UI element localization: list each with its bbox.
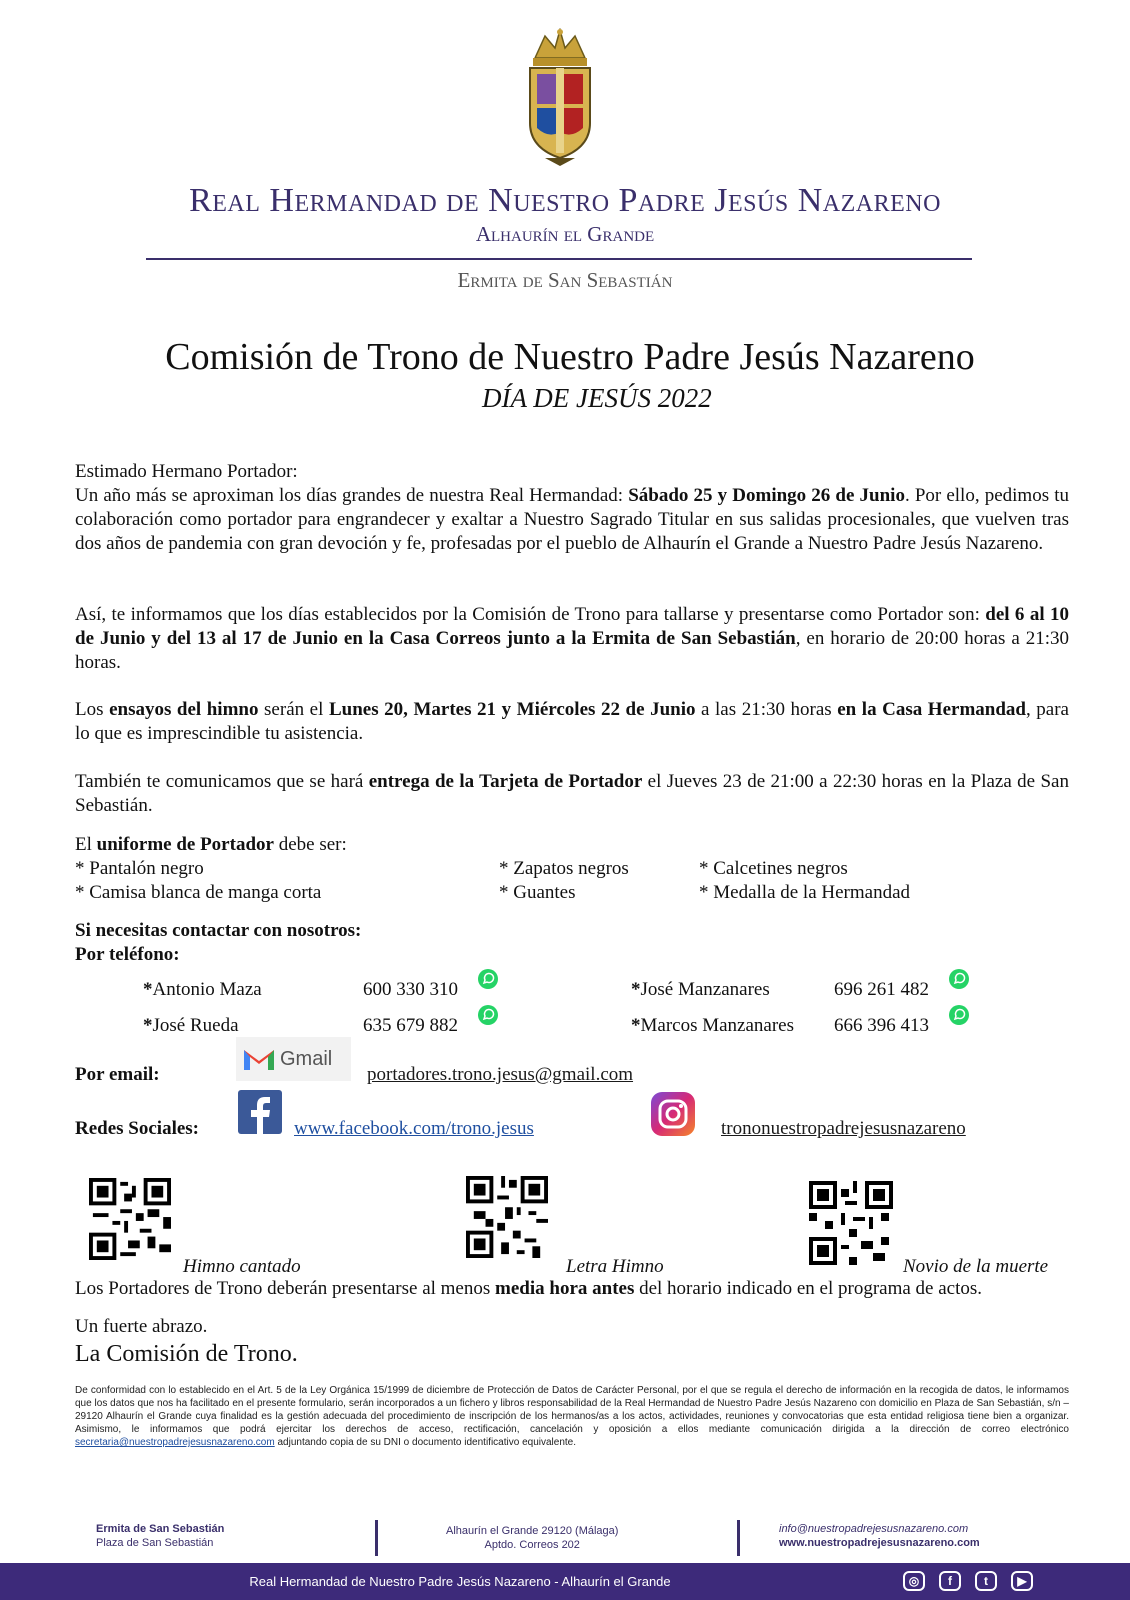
contact-name-text: José Rueda [152,1015,239,1036]
footer-address-1 [96,1522,224,1550]
footer-email[interactable]: info@nuestropadrejesusnazareno.com [779,1523,969,1535]
contact-name-text: Marcos Manzanares [640,1015,795,1036]
signature: La Comisión de Trono. [75,1341,298,1367]
p4-card: entrega de la Tarjeta de Portador [368,771,643,792]
punctuality-text-end: del horario indicado en el programa de actos. [634,1278,983,1299]
email-link[interactable]: portadores.trono.jesus@gmail.com [367,1064,634,1085]
facebook-link[interactable]: www.facebook.com/trono.jesus [294,1118,534,1139]
contact-name-text: José Manzanares [640,979,770,1000]
footer-bar [0,1563,1130,1600]
header-divider [146,258,972,260]
p3-text-2: serán el [258,699,329,720]
footer-address-2 [446,1524,618,1552]
p3-place: en la Casa Hermandad [837,699,1026,720]
legal-text: De conformidad con lo establecido en el Art. 5 de la Ley Orgánica 15/1999 de diciembre de Protección de Datos de Carácter Personal, por el que se regula el derecho de información en la recogida de datos, le informamos que los datos que nos ha facilitado en el presente formulario, serán incorporados a un fichero y libros responsabilidad de la Real Hermandad de Nuestro Padre Jesús Nazareno con domicilio en Plaza de San Sebastián, s/n – 29120 Alhaurín el Grande cuya finalidad es la gestión adecuada del procedimiento de inscripción de los hermanos/as a los actos, actividades, reuniones y convocatorias que esta entidad religiosa tiene bien a organizar. Asimismo, le informamos que podrá ejercitar los derechos de acceso, rectificación, cancelación y oposición a ellos mediante comunicación dirigida a la dirección de correo electrónico [75,1385,1069,1435]
social-label: Redes Sociales: [75,1118,200,1139]
uniform-item: * Medalla de la Hermandad [699,882,911,903]
whatsapp-icon[interactable] [949,1005,969,1025]
whatsapp-icon[interactable] [478,1005,498,1025]
footer-square: Plaza de San Sebastián [96,1537,214,1549]
contact-heading [75,919,361,967]
footer-contact [779,1522,980,1550]
p2-text-cont: , en horario de 20:00 horas a 21:30 horas. [75,628,1069,673]
p1-dates: Sábado 25 y Domingo 26 de Junio [628,485,905,506]
phone-number[interactable]: 600 330 310 [363,979,458,1000]
gmail-wordmark: Gmail [280,1047,333,1070]
letter-paragraph-2 [75,603,1069,675]
p1-text-cont: . Por ello, pedimos tu colaboración como portador para engrandecer y exaltar a Nuestro Sagrado Titular en sus salidas procesionales, que vuelven tras dos años de pandemia con gran devoción y fe, profesadas por el pueblo de Alhaurín el Grande a Nuestro Padre Jesús Nazareno. [75,485,1069,554]
qr-code-icon[interactable] [89,1178,171,1260]
qr-caption: Himno cantado [183,1256,301,1277]
qr-code-icon[interactable] [809,1181,893,1265]
footer-bar-text: Real Hermandad de Nuestro Padre Jesús Nazareno - Alhaurín el Grande [249,1574,671,1589]
p2-text: Así, te informamos que los días establecidos por la Comisión de Trono para tallarse y presentarse como Portador son: [75,604,986,625]
org-town: Alhaurín el Grande [475,222,655,246]
contact-name: *Marcos Manzanares [631,1015,795,1036]
contact-name-text: Antonio Maza [152,979,262,1000]
letter-paragraph-1 [75,460,1069,556]
facebook-icon[interactable] [238,1090,282,1134]
instagram-icon[interactable] [651,1092,695,1136]
whatsapp-icon[interactable] [478,969,498,989]
p3-rehearsal: ensayos del himno [109,699,259,720]
p3-text: Los [75,699,110,720]
twitter-icon[interactable]: t [975,1571,997,1591]
p3-text-end: , para lo que es imprescindible tu asistencia. [75,699,1069,744]
org-name: Real Hermandad de Nuestro Padre Jesús Nazareno [189,182,941,219]
contact-name: *José Rueda [143,1015,239,1036]
youtube-icon[interactable]: ▶ [1011,1571,1033,1591]
contact-heading-text: Si necesitas contactar con nosotros: [75,920,362,941]
p4-text-end: el Jueves 23 de 21:00 a 22:30 horas en la Plaza de San Sebastián. [75,771,1069,816]
qr-caption: Letra Himno [566,1256,664,1277]
p4-text: También te comunicamos que se hará [75,771,369,792]
p3-time: a las 21:30 horas [695,699,838,720]
p5-text: El [75,834,97,855]
whatsapp-icon[interactable] [949,969,969,989]
uniform-intro [75,833,1069,857]
instagram-icon[interactable]: ◎ [903,1571,925,1591]
phone-number[interactable]: 666 396 413 [834,1015,929,1036]
brotherhood-crest-logo [515,28,605,168]
greeting: Estimado Hermano Portador: [75,461,298,482]
legal-email-link[interactable]: secretaria@nuestropadrejesusnazareno.com [75,1437,275,1448]
footer-pobox: Aptdo. Correos 202 [484,1539,580,1551]
p5-uniform: uniforme de Portador [96,834,274,855]
uniform-item: * Zapatos negros [499,858,629,879]
letter-paragraph-3 [75,698,1069,746]
facebook-icon[interactable]: f [939,1571,961,1591]
phone-heading: Por teléfono: [75,944,180,965]
legal-text-end: adjuntando copia de su DNI o documento identificativo equivalente. [274,1437,577,1448]
phone-number[interactable]: 635 679 882 [363,1015,458,1036]
uniform-item: * Guantes [499,882,576,903]
uniform-item: * Calcetines negros [699,858,848,879]
contact-name: *Antonio Maza [143,979,262,1000]
p1-text: Un año más se aproximan los días grandes de nuestra Real Hermandad: [75,485,629,506]
farewell: Un fuerte abrazo. [75,1316,208,1337]
page-subtitle: DÍA DE JESÚS 2022 [482,383,712,413]
qr-code-icon[interactable] [466,1176,548,1258]
footer-city: Alhaurín el Grande 29120 (Málaga) [446,1525,619,1537]
phone-number[interactable]: 696 261 482 [834,979,929,1000]
gmail-icon [236,1037,351,1081]
punctuality-text: Los Portadores de Trono deberán presentarse al menos [75,1278,496,1299]
footer-place: Ermita de San Sebastián [96,1523,225,1535]
punctuality-note [75,1278,982,1300]
p3-dates: Lunes 20, Martes 21 y Miércoles 22 de Junio [328,699,696,720]
contact-name: *José Manzanares [631,979,770,1000]
footer-divider [375,1520,378,1556]
org-place: Ermita de San Sebastián [457,268,673,292]
letter-paragraph-4 [75,770,1069,818]
p5-text-end: debe ser: [273,834,347,855]
footer-website[interactable]: www.nuestropadrejesusnazareno.com [779,1537,980,1549]
page-title: Comisión de Trono de Nuestro Padre Jesús Nazareno [165,336,975,378]
uniform-item: * Pantalón negro [75,858,204,879]
instagram-link[interactable]: trononuestropadrejesusnazareno [721,1118,966,1139]
email-label: Por email: [75,1064,160,1085]
punctuality-emphasis: media hora antes [495,1278,635,1299]
uniform-item: * Camisa blanca de manga corta [75,882,322,903]
qr-caption: Novio de la muerte [903,1256,1049,1277]
p2-dates: del 6 al 10 de Junio y del 13 al 17 de Junio en la Casa Correos junto a la Ermita de San Sebastián [75,604,1069,649]
footer-divider [737,1520,740,1556]
legal-notice [75,1384,1069,1449]
gmail-m-icon [242,1046,276,1072]
